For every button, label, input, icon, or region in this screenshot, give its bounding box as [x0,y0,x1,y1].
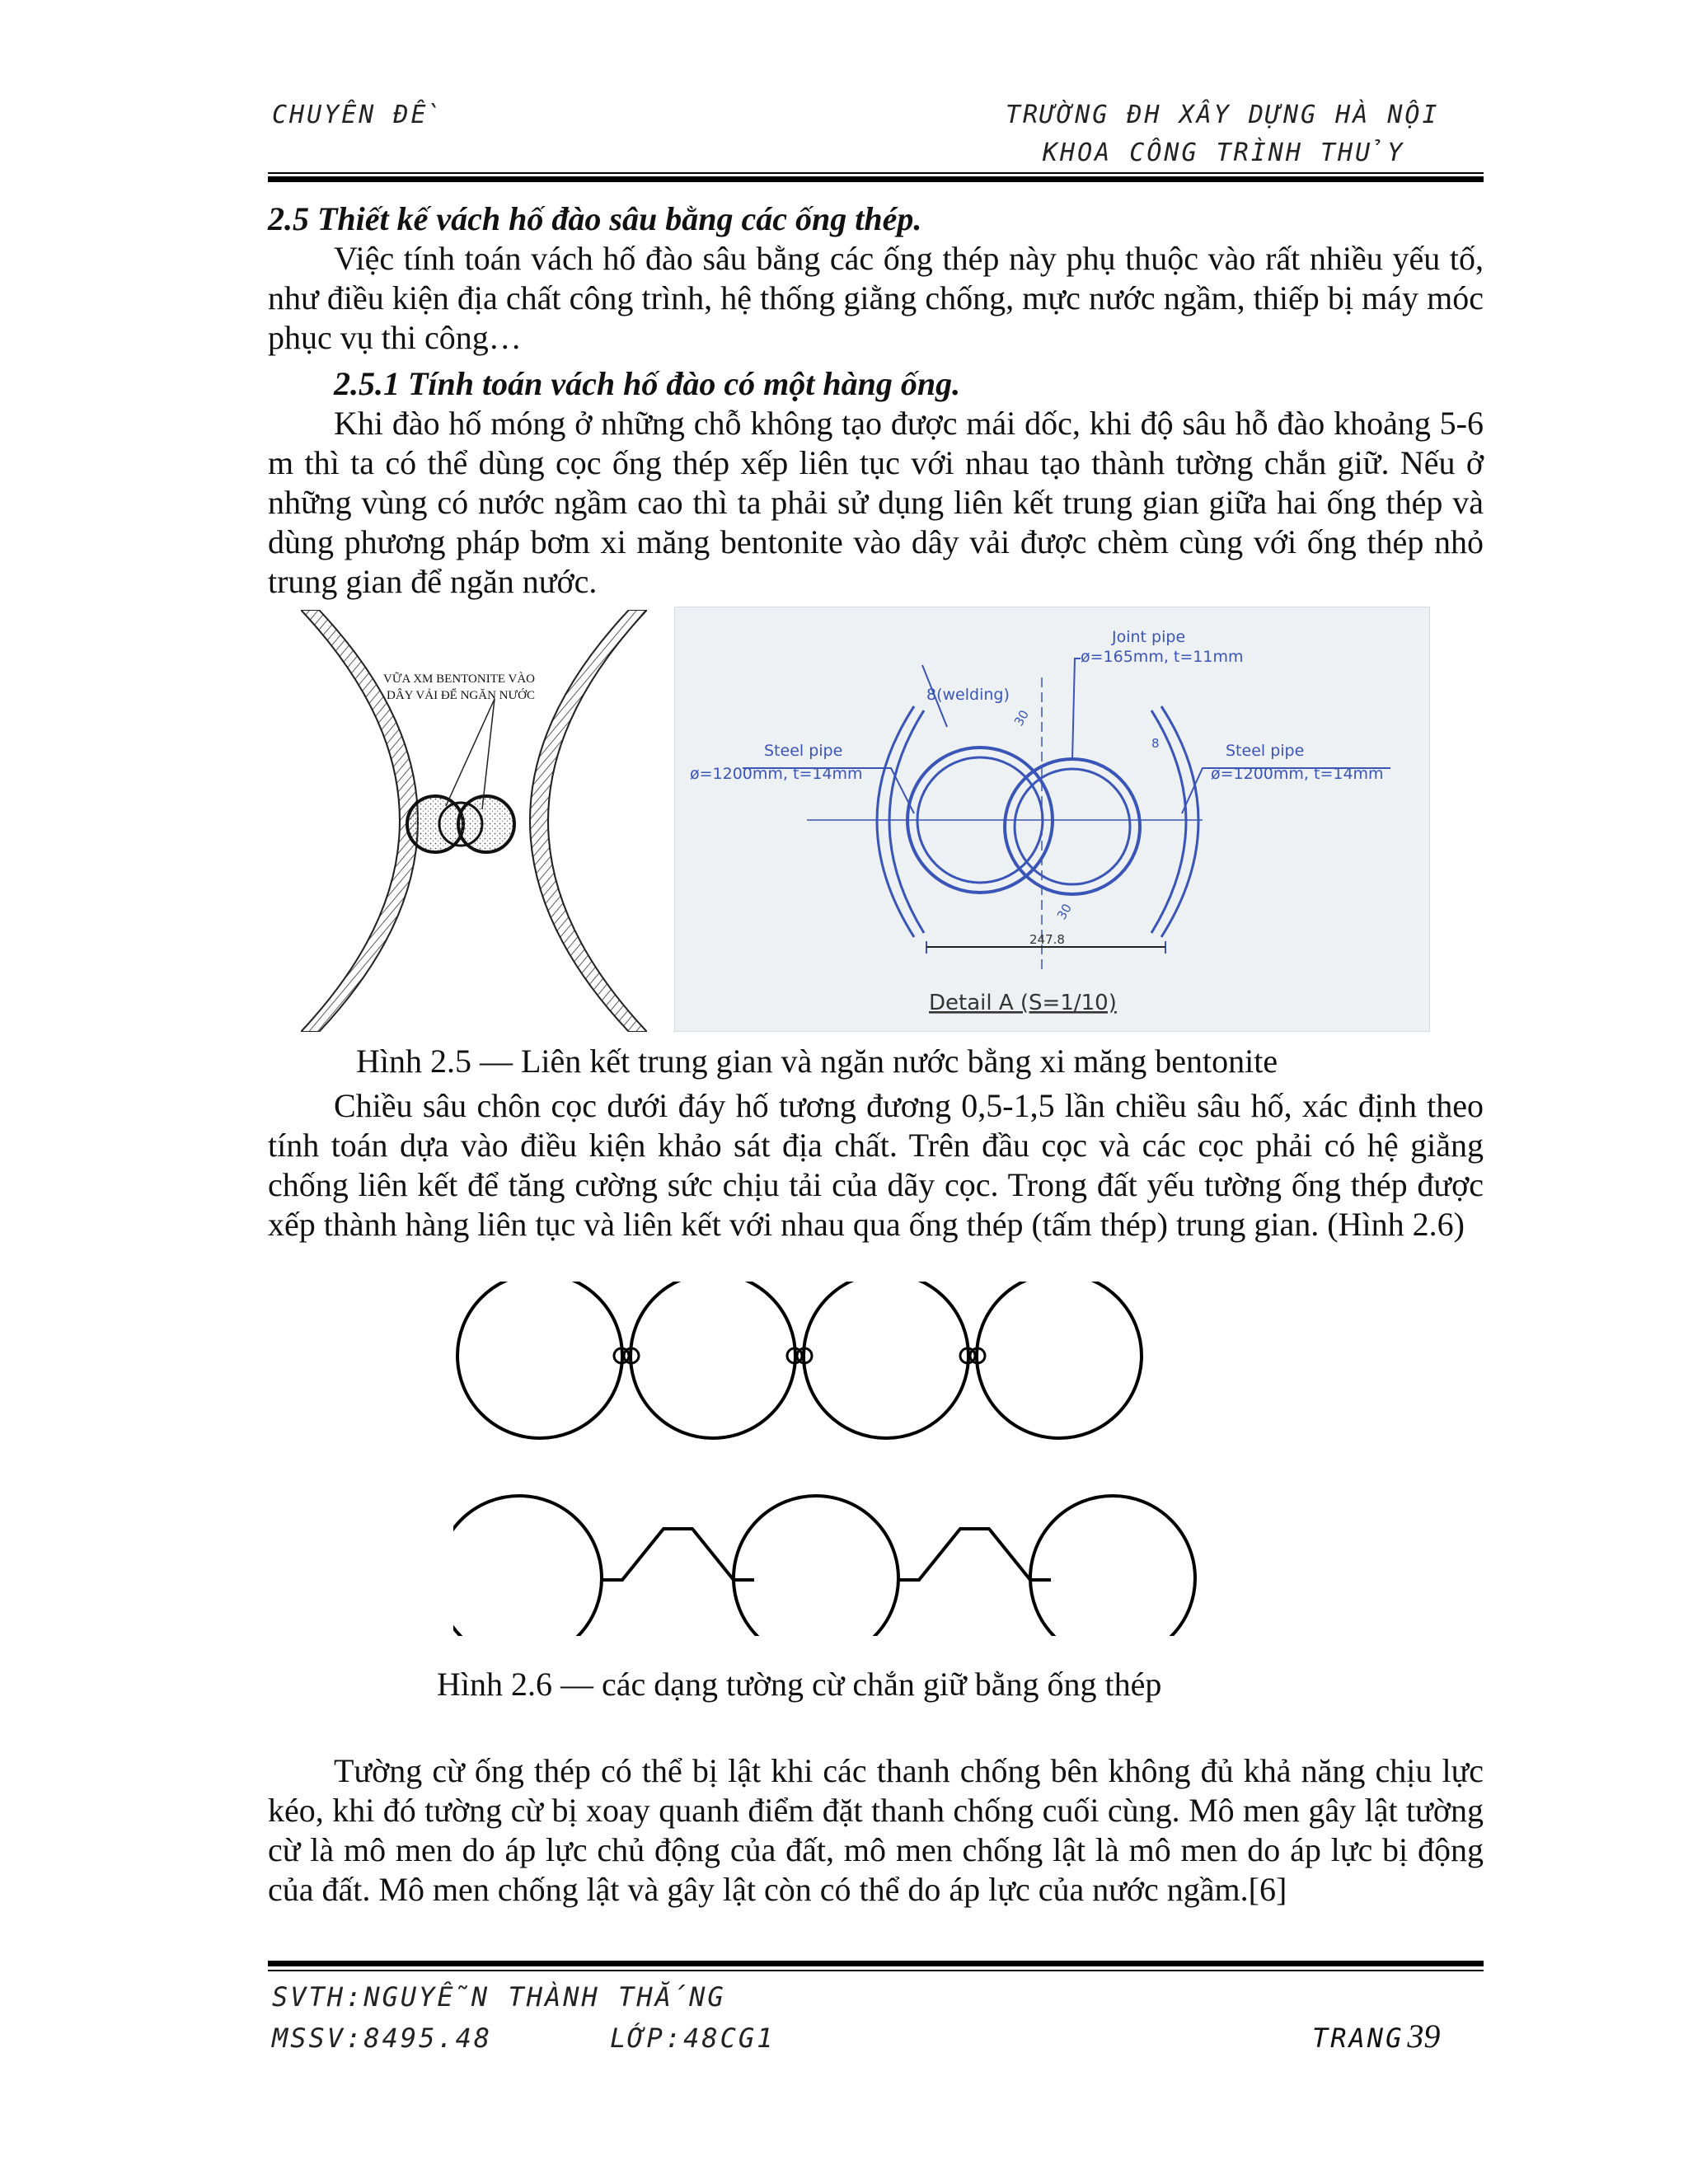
paragraph-1-text: Khi đào hố móng ở những chỗ không tạo được mái dốc, khi độ sâu hỗ đào khoảng 5-6 m thì ta có thể dùng cọc ống thép xếp liên tục với nhau tạo thành tường chắn giữ. Nếu ở những vùng có nước ngầm cao thì ta phải sử dụng liên kết trung gian giữa hai ống thép và dùng phương pháp bơm xi măng bentonite vào dây vải được chèm cùng với ống thép nhỏ trung gian để ngăn nước. [268,405,1484,600]
figure-2-6-caption: Hình 2.6 — các dạng tường cừ chắn giữ bằng ống thép [437,1666,1162,1703]
footer-student-id: MSSV:8495.48 [272,2022,493,2054]
figure-2-5-caption: Hình 2.5 — Liên kết trung gian và ngăn nước bằng xi măng bentonite [356,1043,1278,1080]
paragraph-2 [268,1086,1484,1244]
footer-class: LỚP:48CG1 [610,2022,776,2054]
header-rule-thin [268,172,1484,174]
dimension-value: 247.8 [1029,932,1065,947]
top-row-pipe-2 [631,1282,795,1438]
detail-a-drawing [675,607,1429,1031]
welding-label: 8(welding) [926,686,1010,704]
left-steel-pipe-dims: ø=1200mm, t=14mm [690,765,863,783]
joint-pipe-right-inner [1015,769,1130,884]
bottom-row-pipe-3 [1030,1496,1195,1636]
figure-2-5-left-drawing [301,610,647,1032]
bentonite-label-line1: VỮA XM BENTONITE VÀO [383,673,535,686]
figure-2-5-detail-photo [674,607,1430,1032]
subsection-heading: 2.5.1 Tính toán vách hố đào có một hàng ống. [334,365,961,402]
header-faculty: KHOA CÔNG TRÌNH THỦY [1043,138,1405,167]
paragraph-3-text: Tường cừ ống thép có thể bị lật khi các thanh chống bên không đủ khả năng chịu lực kéo, khi đó tường cừ bị xoay quanh điểm đặt thanh chống cuối cùng. Mô men gây lật tường cừ là mô men do áp lực chủ động của đất, mô men chống lật là mô men do áp lực bị động của đất. Mô men chống lật và gây lật còn có thể do áp lực của nước ngầm.[6] [268,1752,1484,1908]
joint-pipe-leader [1072,658,1081,760]
right-pipe-wall [530,610,647,1032]
left-steel-pipe-label: Steel pipe [764,742,843,760]
intro-paragraph [268,239,1484,358]
figure-2-6-drawing [453,1282,1220,1636]
footer-rule-thick [268,1961,1484,1966]
intro-text: Việc tính toán vách hố đào sâu bằng các ống thép này phụ thuộc vào rất nhiều yếu tố, như điều kiện địa chất công trình, hệ thống giằng chống, mực nước ngầm, thiếp bị máy móc phục vụ thi công… [268,240,1484,356]
header-rule-thick [268,176,1484,182]
section-heading: 2.5 Thiết kế vách hố đào sâu bằng các ống thép. [268,200,922,237]
header-school: TRƯỜNG ĐH XÂY DỰNG HÀ NỘI [1006,101,1440,129]
top-row-pipe-3 [804,1282,968,1438]
footer-page [1312,2017,1440,2055]
joint-pipe-right-circle [1005,759,1140,894]
footer-page-label: TRANG [1312,2022,1404,2054]
detail-label: Detail A (S=1/10) [929,991,1117,1015]
top-row-pipe-1 [457,1282,622,1438]
bottom-plate-joint-2 [898,1529,1051,1580]
paragraph-3 [268,1751,1484,1910]
paragraph-1 [268,404,1484,602]
bottom-row-pipe-2 [734,1496,898,1636]
paragraph-2-text: Chiều sâu chôn cọc dưới đáy hố tương đương 0,5-1,5 lần chiều sâu hố, xác định theo tính toán dựa vào điều kiện khảo sát địa chất. Trên đầu cọc và các cọc phải có hệ giằng chống liên kết để tăng cường sức chịu tải của dãy cọc. Trong đất yếu tường ống thép được xếp thành hàng liên tục và liên kết với nhau qua ống thép (tấm thép) trung gian. (Hình 2.6) [268,1087,1484,1243]
footer-page-number: 39 [1407,2018,1441,2055]
top-row-pipe-4 [977,1282,1142,1438]
bottom-row-pipe-1 [453,1496,602,1636]
bottom-plate-joint-1 [602,1529,754,1580]
weld-angle-top: 30 [1010,707,1033,729]
footer-rule-thin [268,1970,1484,1971]
right-steel-pipe-label: Steel pipe [1226,742,1305,760]
bentonite-label-line2: DÂY VẢI ĐỂ NGĂN NƯỚC [387,689,535,702]
weld-angle-bottom: 30 [1053,901,1076,922]
joint-pipe-dims: ø=165mm, t=11mm [1081,648,1244,666]
footer-student: SVTH:NGUYỄN THÀNH THẮNG [272,1981,726,2013]
joint-pipe-label: Joint pipe [1112,628,1186,646]
header-left: CHUYÊN ĐỀ [272,101,443,129]
weld-size-right: 8 [1151,736,1160,751]
right-steel-pipe-dims: ø=1200mm, t=14mm [1211,765,1384,783]
